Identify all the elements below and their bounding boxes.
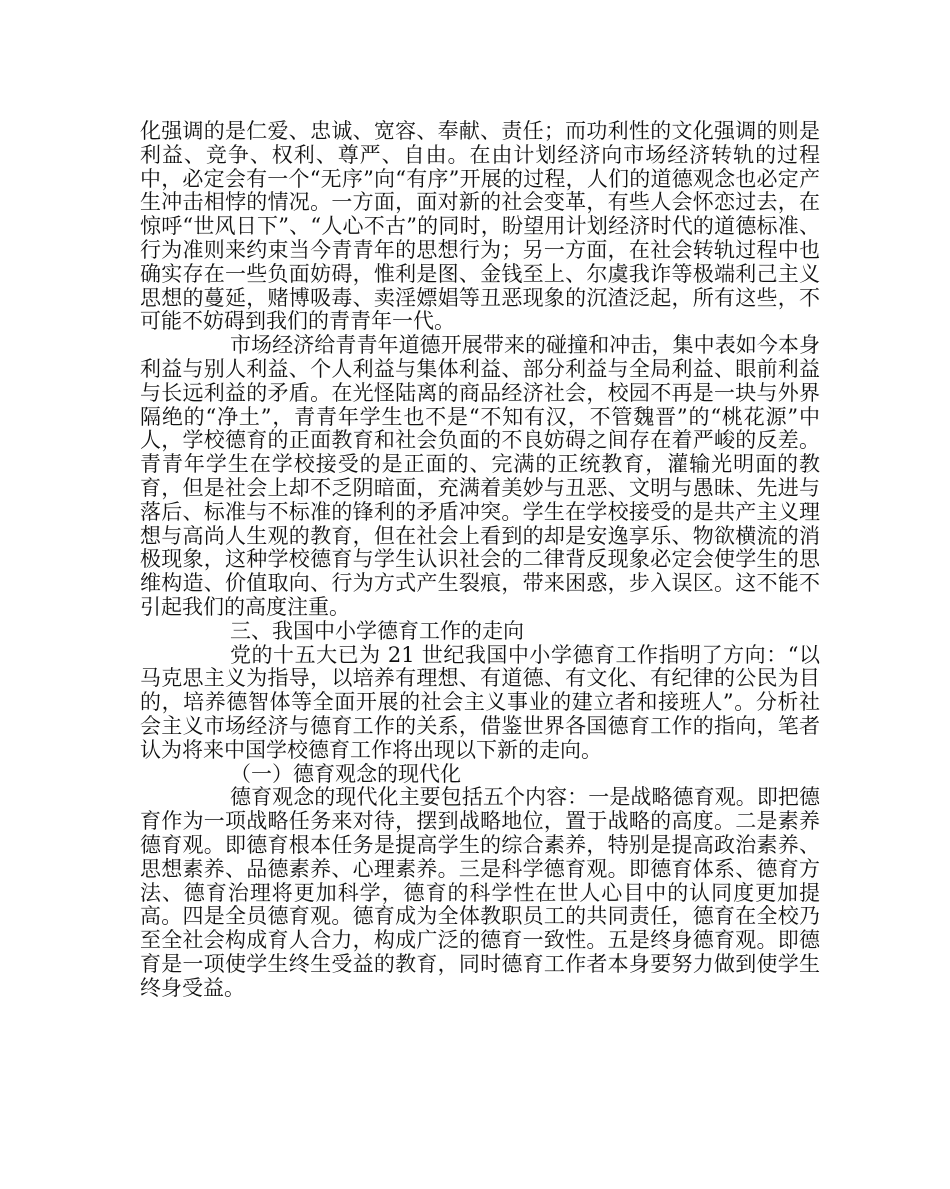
paragraph-market-economy-impact: 市场经济给青青年道德开展带来的碰撞和冲击，集中表如今本身利益与别人利益、个人利益与集体利益、部分利益与全局利益、眼前利益与长远利益的矛盾。在光怪陆离的商品经济社会，校园不再是一块与外界隔绝的“净土”，青青年学生也不是“不知有汉，不管魏晋”的“桃花源”中人，学校德育的正面教育和社会负面的不良妨碍之间存在着严峻的反差。青青年学生在学校接受的是正面的、完满的正统教育，灌输光明面的教育，但是社会上却不乏阴暗面，充满着美妙与丑恶、文明与愚昧、先进与落后、标准与不标准的锋利的矛盾冲突。学生在学校接受的是共产主义理想与高尚人生观的教育，但在社会上看到的却是安逸享乐、物欲横流的消极现象，这种学校德育与学生认识社会的二律背反现象必定会使学生的思维构造、价值取向、行为方式产生裂痕，带来困惑，步入误区。这不能不引起我们的高度注重。 — [140, 333, 820, 619]
subsection-heading-one: （一）德育观念的现代化 — [230, 761, 461, 786]
paragraph-moral-education-concepts: 德育观念的现代化主要包括五个内容：一是战略德育观。即把德育作为一项战略任务来对待，摆到战略地位，置于战略的高度。二是素养德育观。即德育根本任务是提高学生的综合素养，特别是提高政治素养、思想素养、品德素养、心理素养。三是科学德育观。即德育体系、德育方法、德育治理将更加科学，德育的科学性在世人心目中的认同度更加提高。四是全员德育观。德育成为全体教职员工的共同责任，德育在全校乃至全社会构成育人合力，构成广泛的德育一致性。五是终身德育观。即德育是一项使学生终生受益的教育，同时德育工作者本身要努力做到使学生终身受益。 — [140, 785, 820, 1000]
document-page — [140, 120, 820, 1000]
paragraph-continuation: 化强调的是仁爱、忠诚、宽容、奉献、责任；而功利性的文化强调的则是利益、竞争、权利、尊严、自由。在由计划经济向市场经济转轨的过程中，必定会有一个“无序”向“有序”开展的过程，人们的道德观念也必定产生冲击相悖的情况。一方面，面对新的社会变革，有些人会怀恋过去，在惊呼“世风日下”、“人心不古”的同时，盼望用计划经济时代的道德标准、行为准则来约束当今青青年的思想行为；另一方面，在社会转轨过程中也确实存在一些负面妨碍，惟利是图、金钱至上、尔虞我诈等极端利己主义思想的蔓延，赌博吸毒、卖淫嫖娼等丑恶现象的沉渣泛起，所有这些，不可能不妨碍到我们的青青年一代。 — [140, 119, 820, 334]
paragraph-fifteenth-congress: 党的十五大已为 21 世纪我国中小学德育工作指明了方向：“以马克思主义为指导，以培养有理想、有道德、有文化、有纪律的公民为目的，培养德智体等全面开展的社会主义事业的建立者和接班人”。分析社会主义市场经济与德育工作的关系，借鉴世界各国德育工作的指向，笔者认为将来中国学校德育工作将出现以下新的走向。 — [140, 642, 820, 762]
section-heading-three: 三、我国中小学德育工作的走向 — [230, 618, 524, 643]
